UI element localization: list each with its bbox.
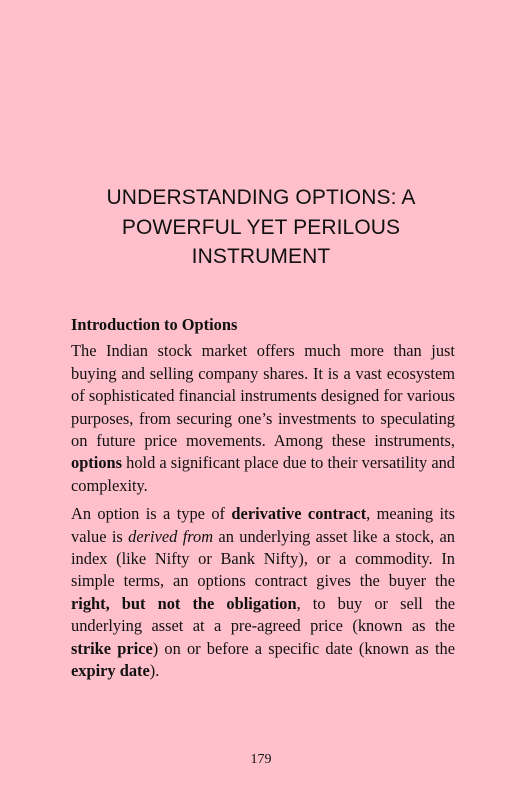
paragraph-text: ) on or before a specific date (known as the — [152, 638, 455, 658]
paragraph-definition — [71, 503, 455, 682]
chapter-title-line: INSTRUMENT — [191, 245, 331, 268]
paragraph-text: hold a significant place due to their versatility and complexity. — [71, 453, 455, 495]
section-body — [71, 314, 455, 689]
paragraph-text: , meaning its value is — [71, 504, 455, 546]
paragraph-text: ). — [149, 661, 160, 681]
emphasis-expiry-date: expiry date — [71, 661, 150, 681]
emphasis-derived-from: derived from — [128, 526, 214, 546]
emphasis-options: options — [71, 453, 123, 473]
emphasis-right-not-obligation: right, but not the obligation — [71, 593, 297, 613]
chapter-title — [60, 183, 462, 272]
emphasis-derivative-contract: derivative contract — [231, 504, 367, 524]
section-heading: Introduction to Options — [71, 315, 238, 334]
paragraph-intro — [71, 340, 455, 497]
paragraph-text: , to buy or sell the underlying asset at a pre-agreed price (known as the — [71, 593, 455, 636]
emphasis-strike-price: strike price — [71, 638, 153, 658]
chapter-title-line: UNDERSTANDING OPTIONS: A — [106, 186, 416, 209]
paragraph-text: The Indian stock market offers much more than just buying and selling company shares. It is a vast ecosystem of sophisticated financial instruments designed for various purposes, from securing one’s investments to speculating on future price movements. Among these instruments, — [71, 341, 455, 451]
paragraph-text: an underlying asset like a stock, an index (like Nifty or Bank Nifty), or a commodity. In simple terms, an options contract gives the buyer the — [71, 526, 455, 591]
chapter-title-line: POWERFUL YET PERILOUS — [121, 215, 401, 239]
page-number: 179 — [250, 752, 272, 767]
paragraph-text: An option is a type of — [71, 504, 232, 524]
